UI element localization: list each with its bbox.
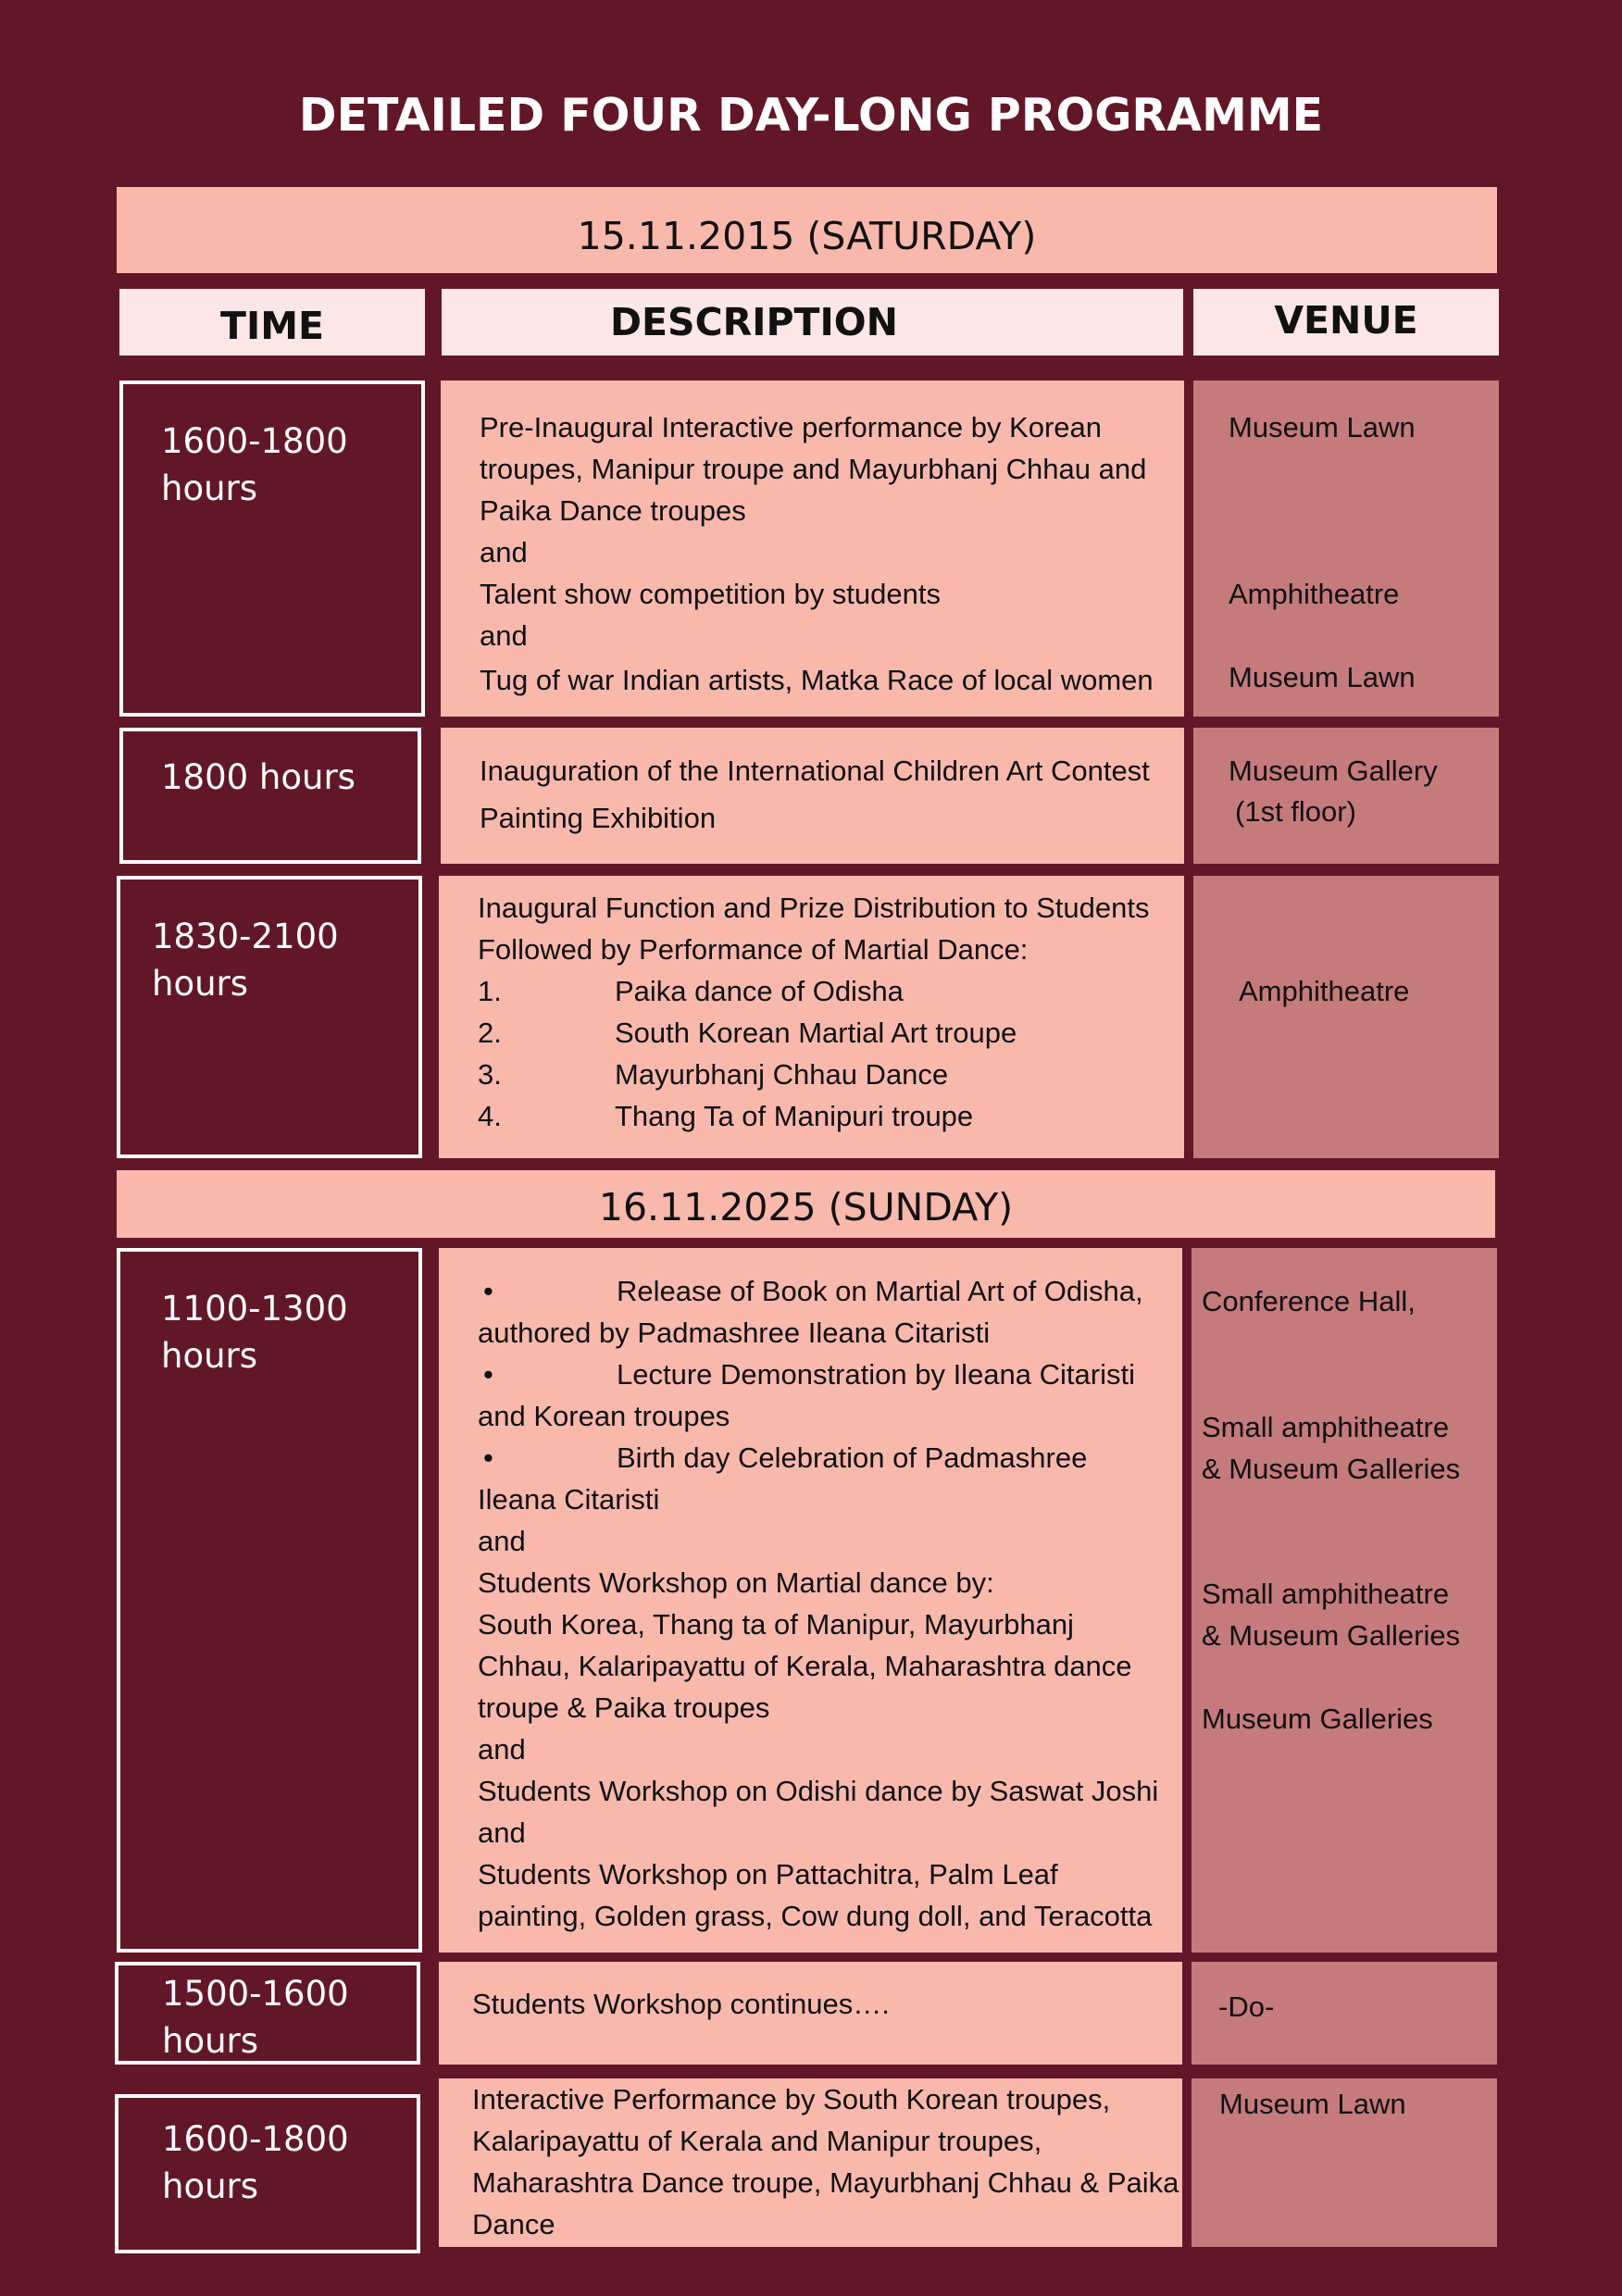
description-line: and [478,1816,526,1849]
item-number: 2. [478,1017,502,1049]
description-line: and Korean troupes [478,1400,730,1432]
description-line: Painting Exhibition [480,802,717,834]
description-line: troupes, Manipur troupe and Mayurbhanj Chhau and [480,453,1147,485]
description-line: Students Workshop on Odishi dance by Saswat Joshi [478,1775,1159,1807]
venue-line: Museum Galleries [1202,1703,1433,1735]
header-venue-label: VENUE [1274,298,1418,343]
venue-line: Museum Gallery [1229,755,1438,787]
header-time-label: TIME [219,304,325,348]
venue-cell [1193,728,1499,864]
venue-cell [1192,1248,1497,1953]
description-cell [441,381,1184,717]
description-line: Students Workshop continues…. [472,1988,890,2020]
description-cell [441,728,1184,864]
description-cell [439,1962,1182,2065]
day2-date: 16.11.2025 (SUNDAY) [598,1185,1014,1229]
venue-line: Small amphitheatre [1202,1411,1450,1443]
venue-cell [1192,1962,1497,2065]
header-venue [1193,289,1499,356]
venue-line: -Do- [1218,1990,1275,2023]
bullet-text: Release of Book on Martial Art of Odisha, [617,1275,1143,1307]
description-line: Students Workshop on Martial dance by: [478,1566,994,1599]
item-text: South Korean Martial Art troupe [615,1017,1017,1049]
time-label: 1100-1300 hours [161,1289,348,1376]
description-line: Pre-Inaugural Interactive performance by Korean [480,411,1103,443]
description-line: and [480,619,528,652]
description-line: Dance [472,2208,555,2240]
description-cell [439,2078,1182,2247]
time-label: 1600-1800 hours [162,2119,349,2206]
description-line: Maharashtra Dance troupe, Mayurbhanj Chhau & Paika [472,2166,1179,2199]
item-text: Paika dance of Odisha [615,975,904,1007]
header-description-label: DESCRIPTION [610,300,898,344]
description-line: Tug of war Indian artists, Matka Race of local women [480,664,1154,696]
bullet-text: Birth day Celebration of Padmashree [617,1441,1088,1474]
header-description [442,289,1183,356]
description-line: and [480,536,528,568]
item-text: Thang Ta of Manipuri troupe [615,1100,974,1132]
description-line: Inauguration of the International Children Art Contest [480,755,1150,787]
time-cell [115,2094,420,2253]
time-label: 1800 hours [161,757,356,797]
description-line: Kalaripayattu of Kerala and Manipur troupes, [472,2125,1042,2157]
description-line: South Korea, Thang ta of Manipur, Mayurbhanj [478,1608,1074,1641]
item-text: Mayurbhanj Chhau Dance [615,1058,949,1091]
description-line: painting, Golden grass, Cow dung doll, and Teracotta [478,1900,1153,1932]
description-cell [439,876,1184,1158]
bullet-glyph: • [483,1358,493,1391]
venue-line: (1st floor) [1235,795,1356,828]
header-time [119,289,425,356]
venue-cell [1193,876,1499,1158]
venue-line: Amphitheatre [1239,975,1410,1007]
venue-line: Small amphitheatre [1202,1578,1450,1610]
page-title: DETAILED FOUR DAY-LONG PROGRAMME [298,89,1324,142]
time-label: 1500-1600 hours [162,1974,349,2061]
time-cell [119,728,421,864]
description-line: authored by Padmashree Ileana Citaristi [478,1316,991,1349]
venue-cell [1192,2078,1497,2247]
description-line: Paika Dance troupes [480,494,746,527]
time-cell [117,876,422,1158]
day2-date-bar [117,1170,1495,1238]
description-line: and [478,1733,526,1766]
item-number: 3. [478,1058,502,1091]
description-line: troupe & Paika troupes [478,1691,770,1724]
venue-line: & Museum Galleries [1202,1453,1461,1485]
description-line: Ileana Citaristi [478,1483,660,1516]
time-cell [115,1962,420,2065]
time-label: 1830-2100 hours [152,917,339,1004]
time-label: 1600-1800 hours [161,421,348,508]
item-number: 1. [478,975,502,1007]
venue-line: & Museum Galleries [1202,1619,1461,1652]
bullet-glyph: • [483,1441,493,1474]
item-number: 4. [478,1100,502,1132]
day1-date-bar [117,187,1497,273]
venue-line: Museum Lawn [1219,2088,1406,2120]
bullet-text: Lecture Demonstration by Ileana Citaristi [617,1358,1135,1391]
time-cell [119,381,425,717]
description-line: and [478,1525,526,1557]
description-line: Inaugural Function and Prize Distribution to Students [478,892,1150,924]
description-line: Followed by Performance of Martial Dance: [478,933,1029,966]
time-cell [117,1248,422,1953]
venue-line: Museum Lawn [1229,411,1416,443]
description-cell [439,1248,1182,1953]
description-line: Talent show competition by students [480,578,941,610]
venue-line: Amphitheatre [1229,578,1400,610]
bullet-glyph: • [483,1275,493,1307]
description-line: Chhau, Kalaripayattu of Kerala, Maharashtra dance [478,1650,1132,1682]
venue-cell [1193,381,1499,717]
day1-date: 15.11.2015 (SATURDAY) [577,214,1037,258]
venue-line: Conference Hall, [1202,1285,1416,1317]
description-line: Students Workshop on Pattachitra, Palm Leaf [478,1858,1058,1890]
venue-line: Museum Lawn [1229,661,1416,693]
description-line: Interactive Performance by South Korean troupes, [472,2083,1111,2115]
